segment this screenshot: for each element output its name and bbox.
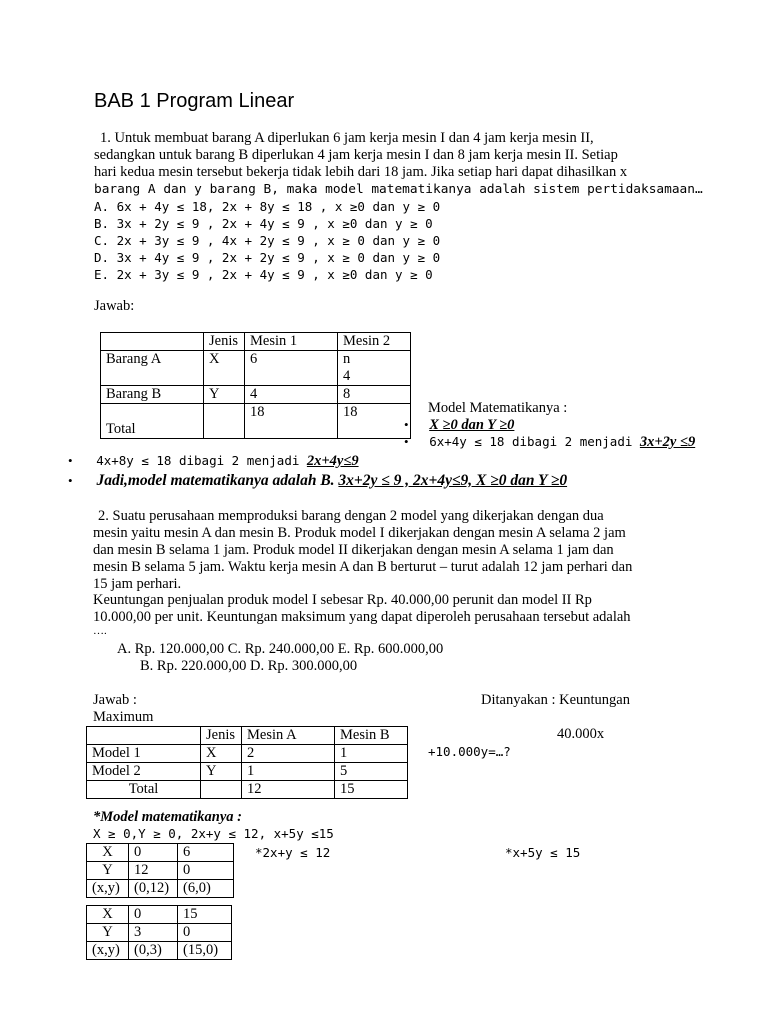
q2-ditanyakan: Ditanyakan : Keuntungan bbox=[481, 692, 630, 708]
q2-points-table-1 bbox=[86, 843, 234, 898]
table-cell: 2 bbox=[242, 745, 335, 763]
table-row bbox=[87, 880, 234, 898]
q2-line: dan mesin B selama 1 jam. Produk model II dikerjakan dengan mesin A selama 1 jam dan bbox=[93, 542, 614, 558]
table-cell: X bbox=[204, 351, 245, 386]
q2-line: 10.000,00 per unit. Keuntungan maksimum yang dapat diperoleh perusahaan tersebut adalah bbox=[93, 609, 631, 625]
bullet-icon: • bbox=[68, 453, 73, 468]
table-row bbox=[87, 924, 232, 942]
q2-line: mesin yaitu mesin A dan mesin B. Produk model I dikerjakan dengan mesin A selama 2 jam bbox=[93, 525, 626, 541]
q2-line: mesin B selama 5 jam. Waktu kerja mesin A dan B berturut – turut adalah 12 jam perhari dan bbox=[93, 559, 633, 575]
table-row bbox=[87, 745, 408, 763]
q2-options-2: B. Rp. 220.000,00 D. Rp. 300.000,00 bbox=[140, 658, 358, 674]
table-cell bbox=[101, 333, 204, 351]
table-row bbox=[87, 844, 234, 862]
bullet-icon: • bbox=[404, 417, 409, 432]
q1-jawab: Jawab: bbox=[94, 298, 135, 314]
q1-model-bullet-2 bbox=[404, 434, 695, 451]
q1-model-label: Model Matematikanya : bbox=[428, 400, 568, 416]
table-cell: Y bbox=[87, 924, 129, 942]
table-cell: (6,0) bbox=[178, 880, 234, 898]
table-cell: 12 bbox=[242, 781, 335, 799]
table-row bbox=[101, 333, 411, 351]
table-cell: 1 bbox=[242, 763, 335, 781]
q2-points-table-2 bbox=[86, 905, 232, 960]
table-cell: 0 bbox=[178, 862, 234, 880]
table-cell: Y bbox=[204, 386, 245, 404]
table-cell: (x,y) bbox=[87, 942, 129, 960]
table-cell: Mesin B bbox=[335, 727, 408, 745]
q1-option-d: D. 3x + 4y ≤ 9 , 2x + 2y ≤ 9 , x ≥ 0 dan y ≥ 0 bbox=[94, 250, 441, 265]
table-cell: Mesin 1 bbox=[245, 333, 338, 351]
cell-line: 4 bbox=[343, 368, 351, 384]
q2-model-label: *Model matematikanya : bbox=[93, 809, 243, 825]
q2-jawab: Jawab : bbox=[93, 692, 137, 708]
table-row bbox=[101, 351, 411, 386]
q2-line: 15 jam perhari. bbox=[93, 576, 182, 592]
q2-constraint-1: *2x+y ≤ 12 bbox=[255, 845, 331, 860]
table-cell: 4 bbox=[245, 386, 338, 404]
q1-option-c: C. 2x + 3y ≤ 9 , 4x + 2y ≤ 9 , x ≥ 0 dan y ≥ 0 bbox=[94, 233, 441, 248]
table-cell: Barang B bbox=[101, 386, 204, 404]
bullet-icon: • bbox=[404, 434, 409, 449]
table-cell: 18 bbox=[245, 404, 338, 439]
q1-bullet-3 bbox=[68, 453, 359, 470]
table-cell: Mesin A bbox=[242, 727, 335, 745]
bullet-text: 4x+8y ≤ 18 dibagi 2 menjadi bbox=[96, 453, 307, 468]
table-row bbox=[87, 763, 408, 781]
table-cell: (0,12) bbox=[129, 880, 178, 898]
table-cell: 3 bbox=[129, 924, 178, 942]
table-cell: (15,0) bbox=[178, 942, 232, 960]
table-cell: 0 bbox=[129, 906, 178, 924]
bullet-icon: • bbox=[68, 473, 73, 488]
table-cell: Y bbox=[87, 862, 129, 880]
table-cell: Model 2 bbox=[87, 763, 201, 781]
q2-line: …. bbox=[93, 625, 107, 637]
table-row bbox=[87, 781, 408, 799]
table-cell: X bbox=[201, 745, 242, 763]
table-cell bbox=[87, 727, 201, 745]
q2-constraint-2: *x+5y ≤ 15 bbox=[505, 845, 581, 860]
model-result: 3x+2y ≤9 bbox=[639, 434, 696, 450]
table-cell: Jenis bbox=[204, 333, 245, 351]
model-text: 6x+4y ≤ 18 dibagi 2 menjadi bbox=[429, 434, 640, 449]
table-cell: Y bbox=[201, 763, 242, 781]
table-cell: 0 bbox=[129, 844, 178, 862]
q2-constraints: X ≥ 0,Y ≥ 0, 2x+y ≤ 12, x+5y ≤15 bbox=[93, 826, 334, 841]
table-cell: 18 bbox=[338, 404, 411, 439]
table-cell: (0,3) bbox=[129, 942, 178, 960]
table-row bbox=[101, 404, 411, 439]
q1-line: hari kedua mesin tersebut bekerja tidak lebih dari 18 jam. Jika setiap hari dapat dihasilkan x bbox=[94, 164, 628, 180]
table-cell bbox=[201, 781, 242, 799]
q2-options-1: A. Rp. 120.000,00 C. Rp. 240.000,00 E. Rp. 600.000,00 bbox=[117, 641, 444, 657]
table-cell bbox=[338, 351, 411, 386]
q1-line: sedangkan untuk barang B diperlukan 4 jam kerja mesin I dan 8 jam kerja mesin II. Setiap bbox=[94, 147, 618, 163]
table-cell: Total bbox=[101, 404, 204, 439]
table-cell: Barang A bbox=[101, 351, 204, 386]
table-cell: 8 bbox=[338, 386, 411, 404]
q1-option-b: B. 3x + 2y ≤ 9 , 2x + 4y ≤ 9 , x ≥0 dan y ≥ 0 bbox=[94, 216, 433, 231]
cell-line: n bbox=[343, 351, 351, 367]
table-cell: 5 bbox=[335, 763, 408, 781]
q1-model-bullet-1 bbox=[404, 417, 514, 434]
conclusion-text: Jadi,model matematikanya adalah B. bbox=[96, 472, 339, 489]
q2-profit-b: +10.000y=…? bbox=[428, 744, 511, 759]
table-cell: (x,y) bbox=[87, 880, 129, 898]
q1-option-e: E. 2x + 3y ≤ 9 , 2x + 4y ≤ 9 , x ≥0 dan y ≥ 0 bbox=[94, 267, 433, 282]
table-cell: Mesin 2 bbox=[338, 333, 411, 351]
table-cell: 1 bbox=[335, 745, 408, 763]
q1-conclusion bbox=[68, 472, 567, 490]
table-cell: X bbox=[87, 906, 129, 924]
q2-table bbox=[86, 726, 408, 799]
table-cell: Jenis bbox=[201, 727, 242, 745]
bullet-result: 2x+4y≤9 bbox=[306, 453, 359, 469]
table-cell: Total bbox=[87, 781, 201, 799]
q1-line: barang A dan y barang B, maka model matematikanya adalah sistem pertidaksamaan… bbox=[94, 182, 703, 197]
table-cell: 6 bbox=[245, 351, 338, 386]
conclusion-result: 3x+2y ≤ 9 , 2x+4y≤9, X ≥0 dan Y ≥0 bbox=[338, 472, 568, 489]
q2-profit-a: 40.000x bbox=[557, 726, 605, 742]
q1-option-a: A. 6x + 4y ≤ 18, 2x + 8y ≤ 18 , x ≥0 dan y ≥ 0 bbox=[94, 199, 441, 214]
q2-line: Keuntungan penjualan produk model I sebesar Rp. 40.000,00 perunit dan model II Rp bbox=[93, 592, 592, 608]
q2-line: 2. Suatu perusahaan memproduksi barang dengan 2 model yang dikerjakan dengan dua bbox=[98, 508, 604, 524]
model-text: X ≥0 dan Y ≥0 bbox=[429, 417, 515, 433]
table-cell: X bbox=[87, 844, 129, 862]
q1-line: 1. Untuk membuat barang A diperlukan 6 jam kerja mesin I dan 4 jam kerja mesin II, bbox=[100, 130, 594, 146]
table-row bbox=[87, 942, 232, 960]
table-cell: Model 1 bbox=[87, 745, 201, 763]
table-row bbox=[87, 727, 408, 745]
table-cell: 15 bbox=[335, 781, 408, 799]
q1-table bbox=[100, 332, 411, 439]
page-title: BAB 1 Program Linear bbox=[94, 90, 295, 112]
table-row bbox=[101, 386, 411, 404]
table-cell bbox=[204, 404, 245, 439]
table-cell: 6 bbox=[178, 844, 234, 862]
table-row bbox=[87, 862, 234, 880]
q2-maximum: Maximum bbox=[93, 709, 154, 725]
table-cell: 15 bbox=[178, 906, 232, 924]
table-cell: 0 bbox=[178, 924, 232, 942]
table-cell: 12 bbox=[129, 862, 178, 880]
table-row bbox=[87, 906, 232, 924]
